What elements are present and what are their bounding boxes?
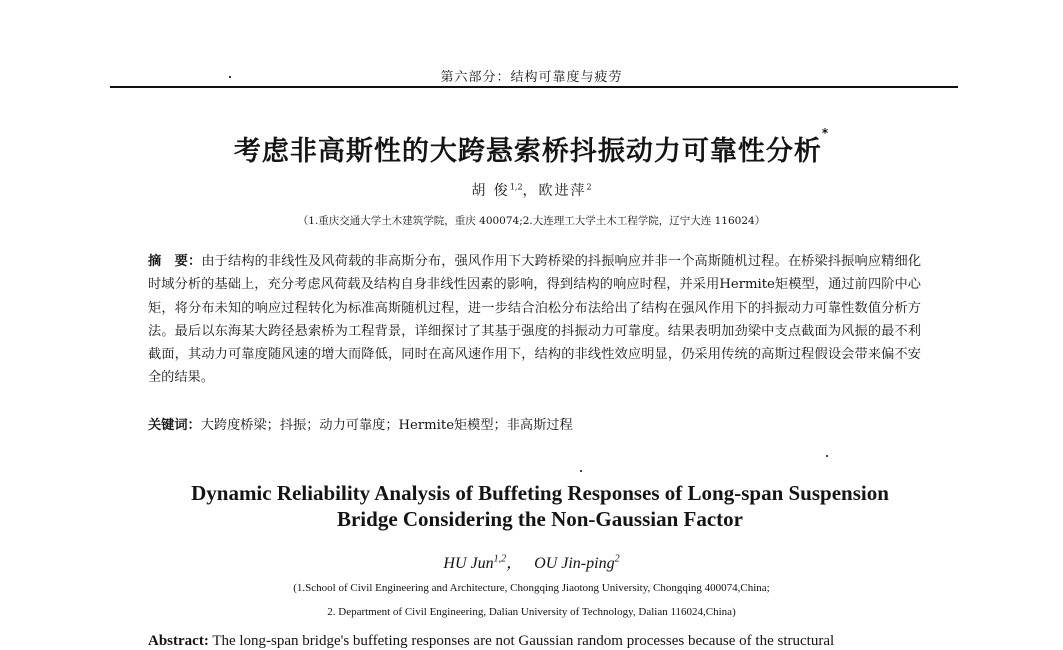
author-cn-2-affil: 2 xyxy=(586,182,592,192)
author-cn-1: 胡 俊 xyxy=(471,183,510,199)
title-cn-text: 考虑非高斯性的大跨悬索桥抖振动力可靠性分析 xyxy=(233,136,822,167)
authors-cn xyxy=(0,180,1063,200)
keywords-cn xyxy=(148,414,921,433)
scan-speck xyxy=(826,455,828,457)
title-en-line-1: Dynamic Reliability Analysis of Buffeting Responses of Long-span Suspension xyxy=(191,481,889,505)
scan-speck xyxy=(229,76,231,78)
header-rule xyxy=(110,86,958,88)
title-footnote-mark: * xyxy=(821,126,830,140)
keywords-cn-text: 大跨度桥梁；抖振；动力可靠度；Hermite矩模型；非高斯过程 xyxy=(200,418,573,433)
paper-title-cn xyxy=(0,126,1063,168)
abstract-cn-label: 摘 要： xyxy=(148,254,202,269)
abstract-en-text: The long-span bridge's buffeting responses are not Gaussian random processes because of the structural xyxy=(212,633,835,649)
abstract-cn xyxy=(148,250,921,390)
author-en-2-affil: 2 xyxy=(614,553,620,565)
author-cn-separator: ， xyxy=(522,183,539,199)
author-cn-2: 欧进萍 xyxy=(538,183,587,199)
abstract-cn-text: 由于结构的非线性及风荷载的非高斯分布，强风作用下大跨桥梁的抖振响应并非一个高斯随机过程。在桥梁抖振响应精细化时域分析的基础上，充分考虑风荷载及结构自身非线性因素的影响，得到结构的响应时程，并采用Hermite矩模型，通过前四阶中心矩，将分布未知的响应过程转化为标准高斯随机过程，进一步结合泊松分布法给出了结构在强风作用下的抖振动力可靠性数值分析方法。最后以东海某大跨径悬索桥为工程背景，详细探讨了其基于强度的抖振动力可靠度。结果表明加劲梁中支点截面为风振的最不利截面，其动力可靠度随风速的增大而降低，同时在高风速作用下，结构的非线性效应明显，仍采用传统的高斯过程假设会带来偏不安全的结果。 xyxy=(148,254,922,386)
author-en-1: HU Jun xyxy=(443,555,494,572)
affiliation-en-line-1: (1.School of Civil Engineering and Architecture, Chongqing Jiaotong University, Chongqing 400074,China; xyxy=(293,582,770,594)
affiliation-cn: （1.重庆交通大学土木建筑学院，重庆 400074;2.大连理工大学土木工程学院，辽宁大连 116024） xyxy=(297,215,766,227)
keywords-cn-label: 关键词： xyxy=(148,418,201,433)
title-en-line-2: Bridge Considering the Non-Gaussian Factor xyxy=(336,507,743,531)
author-cn-1-affil: 1,2 xyxy=(509,182,523,192)
scan-speck xyxy=(580,470,582,472)
author-en-1-affil: 1,2 xyxy=(493,553,507,565)
paper-title-en xyxy=(110,480,970,532)
authors-en xyxy=(0,550,1063,573)
author-en-separator: ， xyxy=(506,555,523,572)
abstract-en xyxy=(148,633,928,650)
author-en-2: OU Jin-ping xyxy=(534,555,615,572)
abstract-en-label: Abstract: xyxy=(148,633,209,649)
section-header: 第六部分：结构可靠度与疲劳 xyxy=(440,70,623,85)
affiliation-en-line-2: 2. Department of Civil Engineering, Dalian University of Technology, Dalian 116024,China) xyxy=(327,606,736,618)
